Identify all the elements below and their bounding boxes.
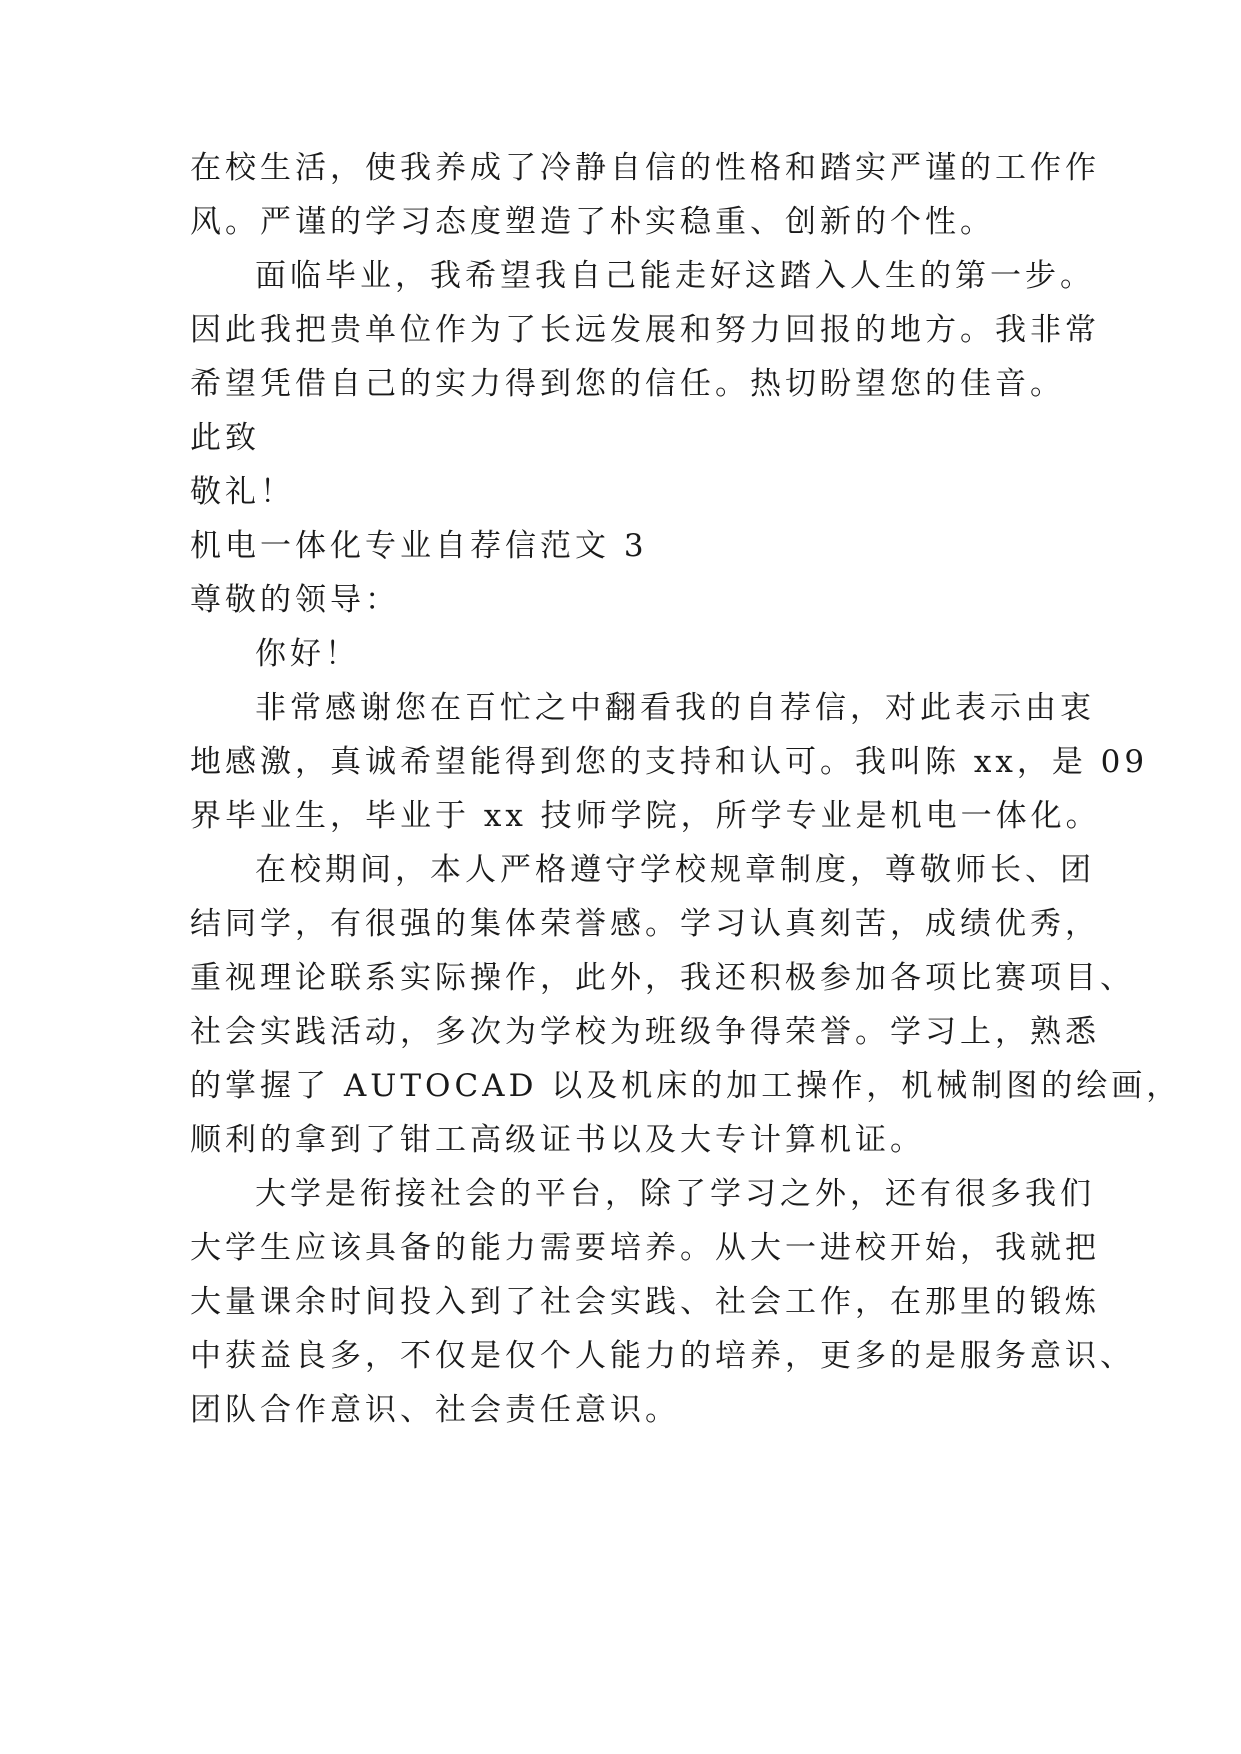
text-line: 风。严谨的学习态度塑造了朴实稳重、创新的个性。: [190, 204, 995, 240]
text-line: 的掌握了 AUTOCAD 以及机床的加工操作，机械制图的绘画，: [190, 1068, 1182, 1104]
closing-line: 敬礼！: [190, 474, 295, 510]
text-line: 大学生应该具备的能力需要培养。从大一进校开始，我就把: [190, 1230, 1100, 1266]
text-line: 非常感谢您在百忙之中翻看我的自荐信，对此表示由衷: [255, 690, 1095, 726]
text-line: 界毕业生，毕业于 xx 技师学院，所学专业是机电一体化。: [190, 798, 1101, 834]
text-line: 面临毕业，我希望我自己能走好这踏入人生的第一步。: [255, 258, 1095, 294]
text-line: 希望凭借自己的实力得到您的信任。热切盼望您的佳音。: [190, 366, 1065, 402]
text-line: 地感激，真诚希望能得到您的支持和认可。我叫陈 xx，是 09: [190, 744, 1149, 780]
text-line: 重视理论联系实际操作，此外，我还积极参加各项比赛项目、: [190, 960, 1135, 996]
text-line: 在校期间，本人严格遵守学校规章制度，尊敬师长、团: [255, 852, 1095, 888]
text-line: 在校生活，使我养成了冷静自信的性格和踏实严谨的工作作: [190, 150, 1100, 186]
text-line: 中获益良多，不仅是仅个人能力的培养，更多的是服务意识、: [190, 1338, 1135, 1374]
text-line: 大量课余时间投入到了社会实践、社会工作，在那里的锻炼: [190, 1284, 1100, 1320]
greeting: 你好！: [255, 636, 360, 672]
salutation: 尊敬的领导：: [190, 582, 400, 618]
text-line: 大学是衔接社会的平台，除了学习之外，还有很多我们: [255, 1176, 1095, 1212]
text-line: 顺利的拿到了钳工高级证书以及大专计算机证。: [190, 1122, 925, 1158]
text-line: 因此我把贵单位作为了长远发展和努力回报的地方。我非常: [190, 312, 1100, 348]
text-line: 结同学，有很强的集体荣誉感。学习认真刻苦，成绩优秀，: [190, 906, 1100, 942]
text-line: 社会实践活动，多次为学校为班级争得荣誉。学习上，熟悉: [190, 1014, 1100, 1050]
closing-line: 此致: [190, 420, 260, 456]
section-title: 机电一体化专业自荐信范文 3: [190, 528, 648, 564]
text-line: 团队合作意识、社会责任意识。: [190, 1392, 680, 1428]
